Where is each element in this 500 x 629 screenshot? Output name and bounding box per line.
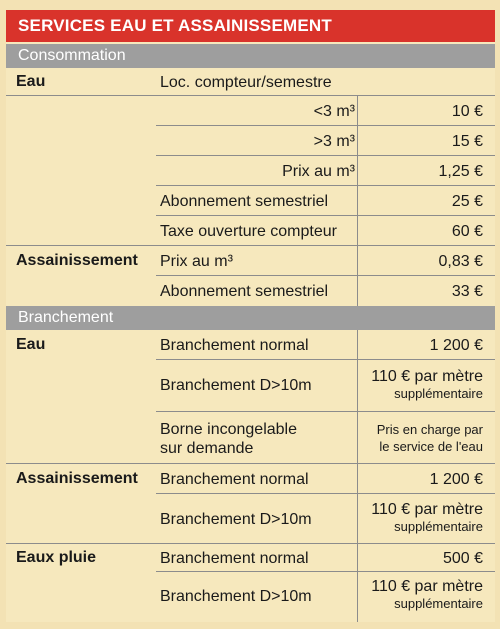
table-row: [6, 246, 495, 276]
table-row: [6, 360, 495, 412]
price-table: [6, 10, 495, 622]
row-value: 0,83 €: [438, 253, 483, 270]
row-value: 25 €: [451, 193, 483, 210]
table-row: [6, 216, 495, 246]
row-label: Taxe ouverture compteur: [160, 223, 337, 240]
row-label: Abonnement semestriel: [160, 193, 329, 210]
section-branchement: Branchement: [6, 306, 495, 330]
row-value: 10 €: [451, 103, 483, 120]
row-label: Branchement normal: [160, 471, 309, 488]
category-eaux-pluie: Eaux pluie: [16, 549, 97, 566]
table-row: [6, 156, 495, 186]
category-eau: Eau: [16, 73, 46, 90]
row-label: Abonnement semestriel: [160, 283, 329, 300]
row-label-line: sur demande: [160, 440, 254, 457]
row-value: 1 200 €: [429, 471, 483, 488]
row-value: [371, 368, 483, 402]
row-label: <3 m³: [313, 103, 355, 120]
row-label: >3 m³: [313, 133, 355, 150]
table-row: [6, 494, 495, 544]
table-row: [6, 186, 495, 216]
section-consommation: Consommation: [6, 44, 495, 68]
row-value: 33 €: [451, 283, 483, 300]
row-value: 1 200 €: [429, 337, 483, 354]
row-value: 500 €: [442, 550, 483, 567]
row-value: [371, 578, 483, 612]
column-divider: [357, 96, 358, 306]
category-assainissement: Assainissement: [16, 470, 138, 487]
row-label: Prix au m³: [160, 253, 233, 270]
value-sub: le service de l'eau: [379, 439, 483, 454]
row-label: Branchement D>10m: [160, 511, 312, 528]
row-label: Branchement normal: [160, 550, 309, 567]
category-eau: Eau: [16, 336, 46, 353]
row-label: Branchement D>10m: [160, 377, 312, 394]
category-assainissement: Assainissement: [16, 252, 138, 269]
table-row: [6, 544, 495, 572]
row-label: Branchement D>10m: [160, 588, 312, 605]
row-value: [377, 421, 483, 455]
value-main: Pris en charge par: [376, 422, 483, 437]
row-label: Loc. compteur/semestre: [160, 74, 332, 91]
row-label: [160, 420, 297, 458]
column-divider: [357, 330, 358, 622]
row-label-line: Borne incongelable: [160, 421, 297, 438]
value-main: 110 € par mètre: [371, 501, 483, 518]
table-row: [6, 412, 495, 464]
row-value: 15 €: [451, 133, 483, 150]
table-row: [6, 572, 495, 622]
table-row: [6, 70, 495, 96]
row-value: 1,25 €: [438, 163, 483, 180]
table-row: [6, 464, 495, 494]
value-sub: supplémentaire: [394, 386, 483, 401]
table-title: SERVICES EAU ET ASSAINISSEMENT: [6, 10, 495, 42]
table-row: [6, 276, 495, 306]
row-value: 60 €: [451, 223, 483, 240]
row-label: Branchement normal: [160, 337, 309, 354]
value-sub: supplémentaire: [394, 519, 483, 534]
value-main: 110 € par mètre: [371, 368, 483, 385]
value-main: 110 € par mètre: [371, 578, 483, 595]
table-row: [6, 96, 495, 126]
table-row: [6, 330, 495, 360]
value-sub: supplémentaire: [394, 596, 483, 611]
table-row: [6, 126, 495, 156]
row-label: Prix au m³: [282, 163, 355, 180]
row-value: [371, 501, 483, 535]
